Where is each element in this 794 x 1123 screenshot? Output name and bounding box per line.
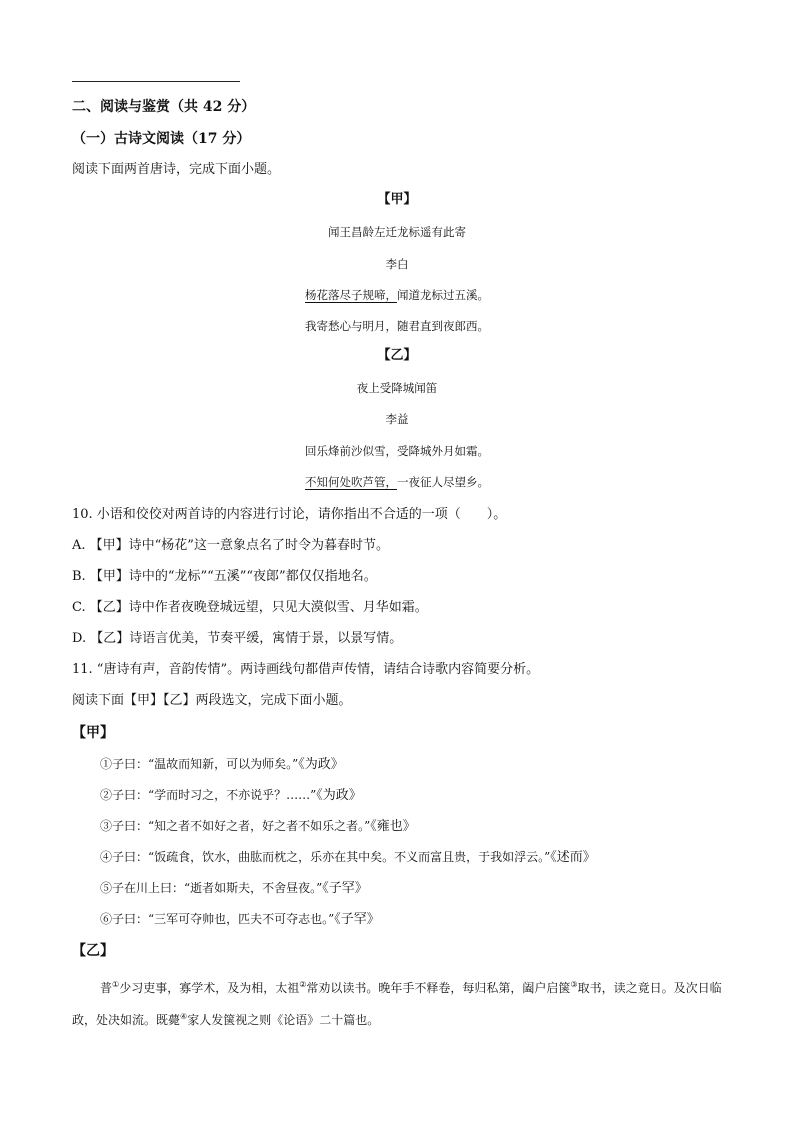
passage-a-item-1: ①子曰：“温故而知新，可以为师矣。”《为政》 — [100, 757, 344, 772]
poem-a-marker: 【甲】 — [377, 192, 417, 207]
poem-a-title: 闻王昌龄左迁龙标遥有此寄 — [328, 225, 466, 239]
passage-a-item-2: ②子曰：“学而时习之，不亦说乎？……”《为政》 — [100, 788, 362, 803]
intro-instruction: 阅读下面两首唐诗，完成下面小题。 — [72, 162, 281, 177]
poem-a-line-1 — [0, 287, 794, 303]
poem-a-author: 李白 — [385, 257, 409, 271]
poem-b-underlined-sentence: 不知何处吹芦管， — [305, 475, 397, 489]
poem-b-line-1: 回乐烽前沙似雪，受降城外月如霜。 — [305, 444, 489, 458]
poem-a-line-1-rest: 闻道龙标过五溪。 — [397, 288, 489, 302]
passage-b-text: 普①少习吏事，寡学术，及为相，太祖②常劝以读书。晚年手不释卷，每归私第，阖户启箧③取书，读之竟日。及次日临政，处决如流。既薨④家人发箧视之则《论语》二十篇也。 — [72, 980, 722, 1027]
footnote-4: ④ — [180, 1012, 188, 1021]
q11-stem: 11. “唐诗有声，音韵传情”。两诗画线句都借声传情，请结合诗歌内容简要分析。 — [72, 662, 540, 677]
q10-option-c: C. 【乙】诗中作者夜晚登城远望，只见大漠似雪、月华如霜。 — [72, 600, 428, 615]
section-title: 二、阅读与鉴赏（共 42 分） — [72, 99, 256, 115]
passage-a-item-6: ⑥子曰：“三军可夺帅也，匹夫不可夺志也。”《子罕》 — [100, 912, 380, 927]
poem-a-underlined-sentence: 杨花落尽子规啼， — [305, 288, 397, 302]
intro-instruction-2: 阅读下面【甲】【乙】两段选文，完成下面小题。 — [72, 693, 352, 708]
q10-option-b: B. 【甲】诗中的“龙标”“五溪”“夜郎”都仅仅指地名。 — [72, 569, 377, 584]
poem-b-marker: 【乙】 — [377, 348, 417, 363]
passage-a-item-3: ③子曰：“知之者不如好之者，好之者不如乐之者。”《雍也》 — [100, 819, 416, 834]
footnote-3: ③ — [570, 980, 578, 989]
poem-b-line-2 — [0, 474, 794, 490]
poem-b-author: 李益 — [385, 412, 409, 426]
poem-b-line-2-rest: 一夜征人尽望乡。 — [397, 475, 489, 489]
q10-stem: 10. 小语和佼佼对两首诗的内容进行讨论，请你指出不合适的一项（ ）。 — [72, 507, 507, 522]
passage-a-marker: 【甲】 — [72, 725, 114, 741]
q10-option-a: A. 【甲】诗中“杨花”这一意象点名了时令为暮春时节。 — [72, 538, 389, 553]
passage-b-marker: 【乙】 — [72, 943, 114, 959]
footnote-1: ① — [112, 980, 120, 989]
poem-b-title: 夜上受降城闻笛 — [356, 381, 438, 395]
footnote-2: ② — [299, 980, 307, 989]
passage-a-item-4: ④子曰：“饭疏食，饮水，曲肱而枕之，乐亦在其中矣。不义而富且贵，于我如浮云。”《述而》 — [100, 850, 596, 865]
poem-a-line-2: 我寄愁心与明月，随君直到夜郎西。 — [305, 319, 489, 333]
subsection-title: （一）古诗文阅读（17 分） — [72, 131, 251, 147]
passage-a-item-5: ⑤子在川上曰：“逝者如斯夫，不舍昼夜。”《子罕》 — [100, 881, 368, 896]
header-rule — [72, 81, 240, 82]
q10-option-d: D. 【乙】诗语言优美，节奏平缓，寓情于景，以景写情。 — [72, 631, 403, 646]
